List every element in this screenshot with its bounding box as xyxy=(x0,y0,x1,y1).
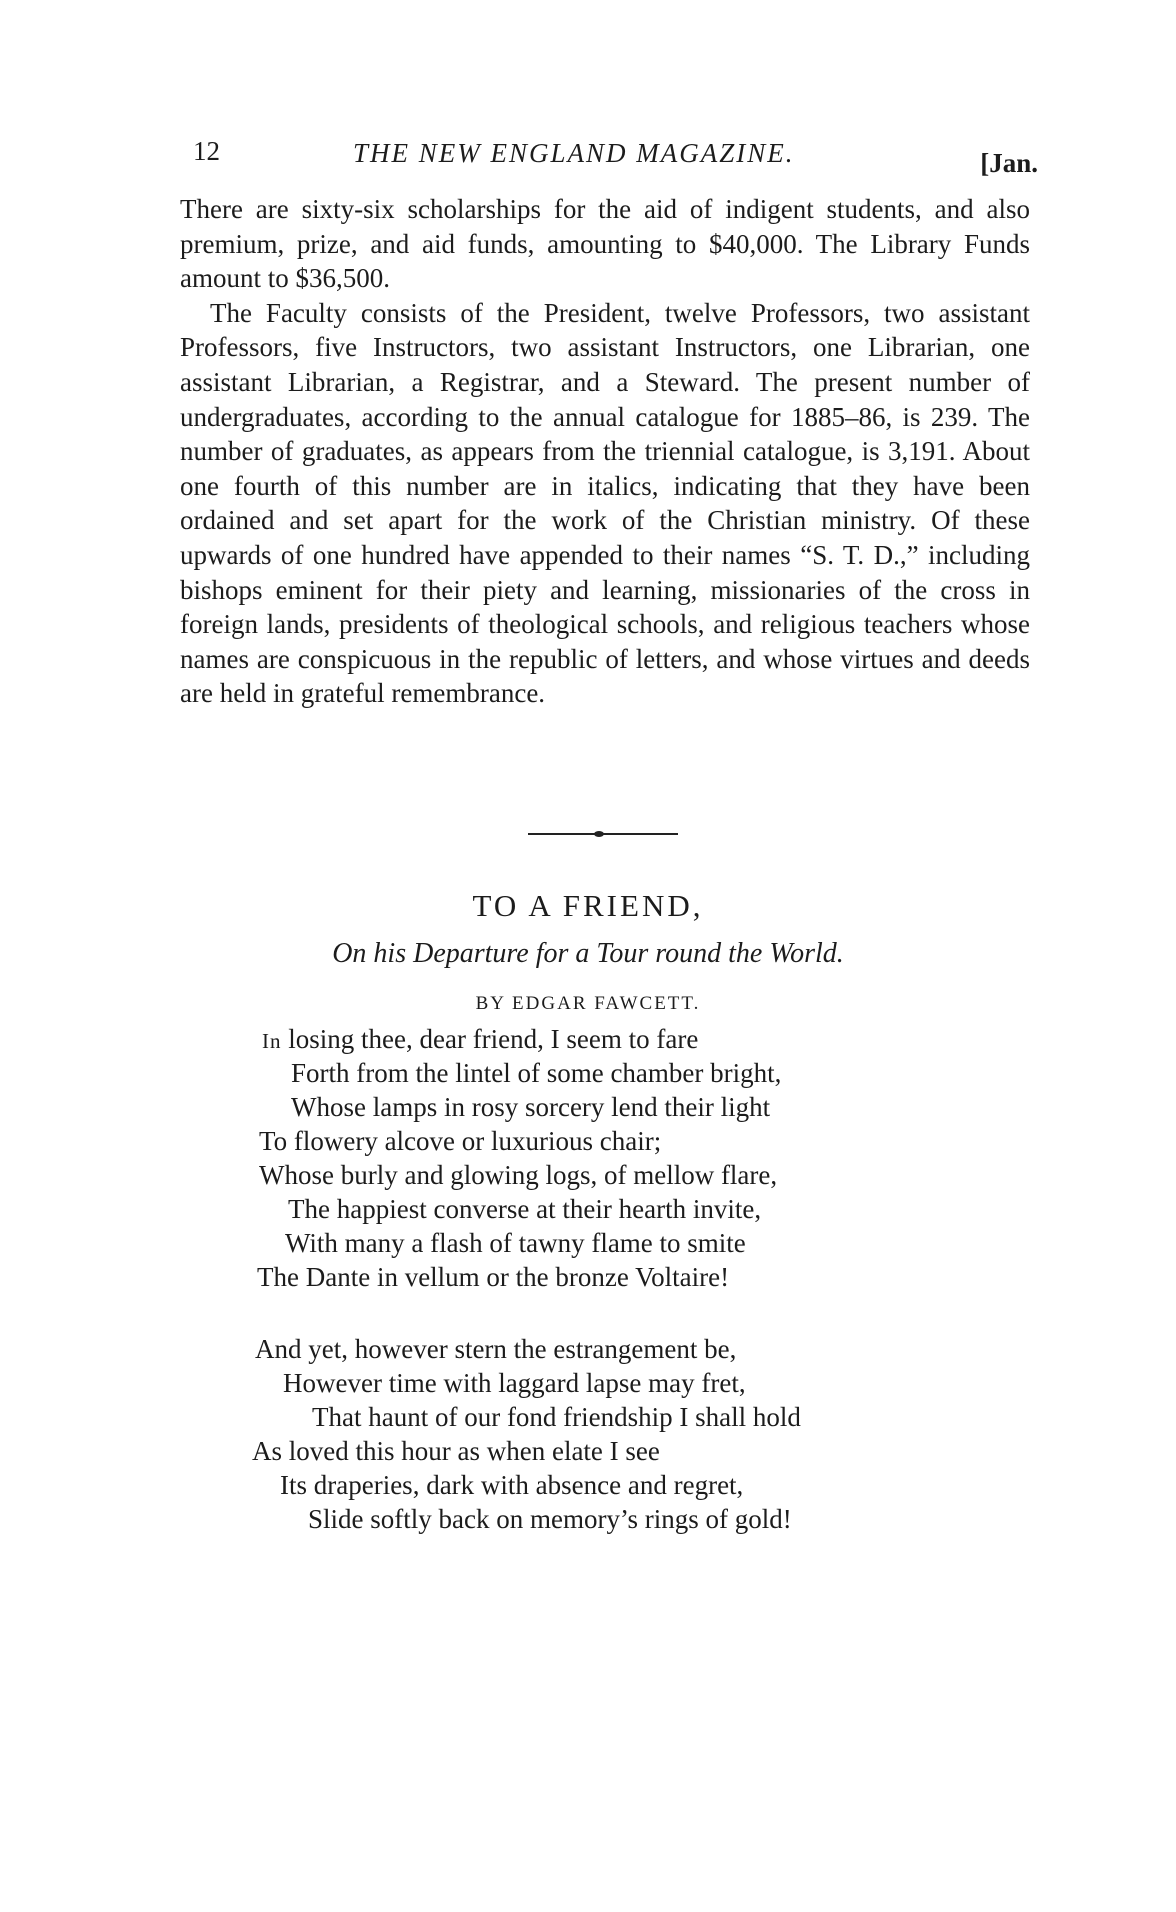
section-divider-ornament xyxy=(528,832,678,836)
poem-line: With many a flash of tawny flame to smite xyxy=(285,1228,746,1258)
running-header xyxy=(193,136,1038,176)
poem-line: Slide softly back on memory’s rings of gold! xyxy=(308,1504,792,1534)
poem-line: Whose burly and glowing logs, of mellow flare, xyxy=(259,1160,778,1190)
poem-line: In losing thee, dear friend, I seem to fare xyxy=(262,1024,699,1054)
poem-line: The happiest converse at their hearth invite, xyxy=(288,1194,762,1224)
poem-line: However time with laggard lapse may fret, xyxy=(283,1368,746,1398)
dropcap-word: In xyxy=(262,1029,282,1053)
poem-subtitle: On his Departure for a Tour round the World. xyxy=(332,938,844,969)
poem-line: Forth from the lintel of some chamber bright, xyxy=(291,1058,782,1088)
page-number: 12 xyxy=(193,136,220,166)
poem-line: Its draperies, dark with absence and regret, xyxy=(280,1470,744,1500)
prose-paragraph: The Faculty consists of the President, twelve Professors, two assistant Professors, five Instructors, two assistant Instructors, one Librarian, one assistant Librarian, a Registrar, and a Steward. The present number of undergraduates, according to the annual catalogue for 1885–86, is 239. The number of graduates, as appears from the triennial catalogue, is 3,191. About one fourth of this number are in italics, indicating that they have been ordained and set apart for the work of the Christian ministry. Of these upwards of one hundred have appended to their names “S. T. D.,” including bishops eminent for their piety and learning, missionaries of the cross in foreign lands, presidents of theological schools, and religious teachers whose names are conspicuous in the republic of letters, and whose virtues and deeds are held in grateful remembrance. xyxy=(180,297,1030,709)
poem-line: Whose lamps in rosy sorcery lend their light xyxy=(291,1092,771,1122)
poem-line: That haunt of our fond friendship I shall hold xyxy=(312,1402,801,1432)
running-title: THE NEW ENGLAND MAGAZINE. xyxy=(353,138,795,168)
poem-byline: BY EDGAR FAWCETT. xyxy=(475,993,701,1014)
issue-month: [Jan. xyxy=(980,148,1038,178)
poem-title: TO A FRIEND, xyxy=(472,888,704,923)
poem-line: To flowery alcove or luxurious chair; xyxy=(259,1126,662,1156)
poem-line: As loved this hour as when elate I see xyxy=(252,1436,660,1466)
poem-line: And yet, however stern the estrangement be, xyxy=(255,1334,737,1364)
poem-line: The Dante in vellum or the bronze Voltaire! xyxy=(257,1262,730,1292)
article-prose xyxy=(180,192,1030,711)
prose-paragraph: There are sixty-six scholarships for the aid of indigent students, and also premium, prize, and aid funds, amounting to $40,000. The Library Funds amount to $36,500. xyxy=(180,194,1030,294)
